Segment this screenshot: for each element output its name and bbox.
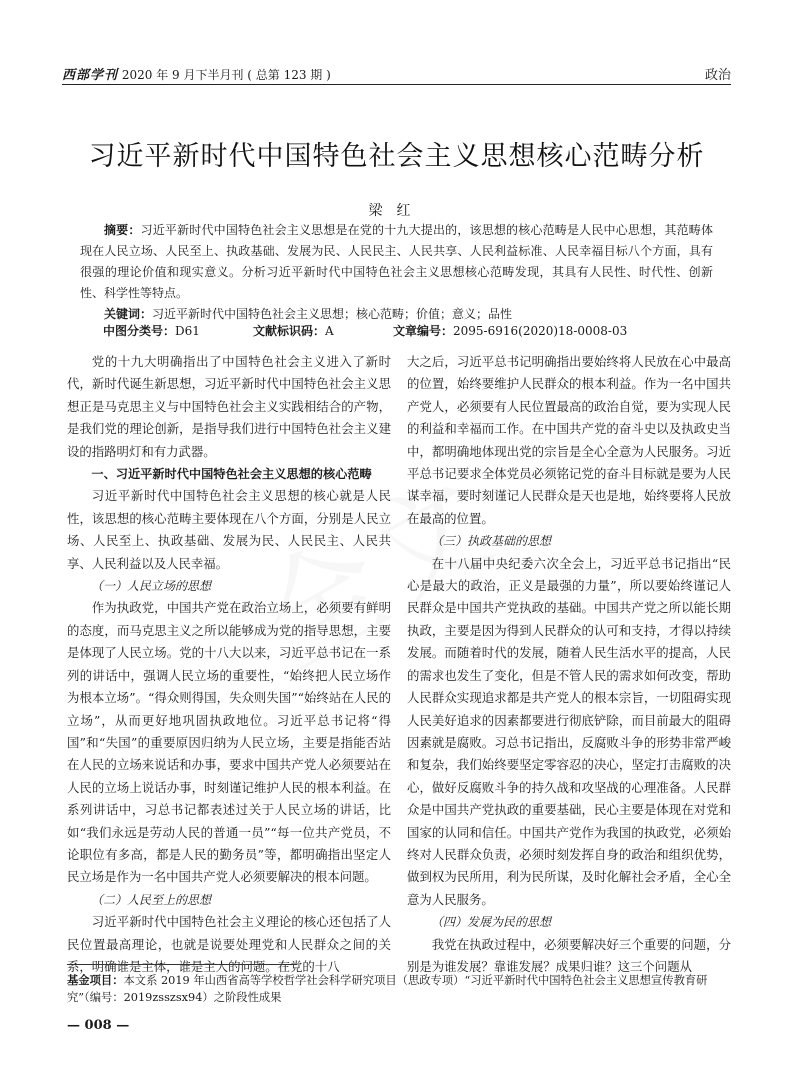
issue-info: 2020 年 9 月下半月刊 ( 总第 123 期 ) <box>121 68 331 82</box>
section-heading: 一、习近平新时代中国特色社会主义思想的核心范畴 <box>91 467 372 482</box>
running-header <box>62 60 731 85</box>
subsection-heading: （四）发展为民的思想 <box>431 915 552 930</box>
abstract-label: 摘要： <box>104 223 141 237</box>
abstract-paragraph <box>80 220 713 304</box>
right-column <box>407 351 731 978</box>
paragraph: 大之后，习近平总书记明确指出要始终将人民放在心中最高的位置，始终要维护人民群众的根本利益。作为一名中国共产党人，必须要有人民位置最高的政治自觉，要为实现人民的利益和幸福而工作。在中国共产党的奋斗史以及执政史当中，都明确地体现出党的宗旨是全心全意为人民服务。习近平总书记要求全体党员必须铭记党的奋斗目标就是要为人民谋幸福，要时刻谨记人民群众是天也是地，始终要将人民放在最高的位置。 <box>407 354 731 526</box>
journal-logo: 西部学刊 <box>62 68 119 83</box>
paragraph: 在十八届中央纪委六次全会上，习近平总书记指出“民心是最大的政治，正义是最强的力量”，所以要始终谨记人民群众是中国共产党执政的基础。中国共产党之所以能长期执政，主要是因为得到人民群众的认可和支持，才得以持续发展。而随着时代的发展，随着人民生活水平的提高，人民的需求也发生了变化，但是不管人民的需求如何改变，帮助人民群众实现追求都是共产党人的根本宗旨，一切阻碍实现人民美好追求的因素都要进行彻底铲除，而目前最大的阻碍因素就是腐败。习总书记指出，反腐败斗争的形势非常严峻和复杂，我们始终要坚定零容忍的决心，坚定打击腐败的决心，做好反腐败斗争的持久战和攻坚战的心理准备。人民群众是中国共产党执政的重要基础，民心主要是体现在对党和国家的认同和信任。中国共产党作为我国的执政党，必须始终对人民群众负责，必须时刻发挥自身的政治和组织优势，做到权为民所用，利为民所谋，及时化解社会矛盾，全心全意为人民服务。 <box>407 555 731 907</box>
article-no-label: 文章编号： <box>393 324 454 338</box>
footnote-text: 本文系 2019 年山西省高等学校哲学社会科学研究项目（思政专项）“习近平新时代中国特色社会主义思想宣传教育研究”（编号：2019zsszsx94）之阶段性成果 <box>67 974 708 1004</box>
article-no-value: 2095-6916(2020)18-0008-03 <box>453 324 628 338</box>
clc-value: D61 <box>175 324 200 338</box>
abstract-block <box>80 220 713 325</box>
paragraph: 习近平新时代中国特色社会主义理论的核心还包括了人民位置最高理论，也就是说要处理党和人民群众之间的关系，明确谁是主体，谁是主人的问题。在党的十八 <box>67 914 391 974</box>
clc-label: 中图分类号： <box>103 324 176 338</box>
keywords-label: 关键词： <box>104 307 153 321</box>
funding-footnote <box>67 972 728 1006</box>
header-left <box>62 64 331 83</box>
clc-group <box>103 322 253 339</box>
page-number: — 008 — <box>67 1018 130 1033</box>
article-title: 习近平新时代中国特色社会主义思想核心范畴分析 <box>88 141 705 172</box>
doc-code-value: A <box>325 324 334 338</box>
subsection-heading: （二）人民至上的思想 <box>91 892 212 907</box>
footnote-divider <box>67 964 297 965</box>
keywords-text: 习近平新时代中国特色社会主义思想；核心范畴；价值；意义；品性 <box>152 307 513 321</box>
doc-code-label: 文献标识码： <box>253 324 326 338</box>
author-name: 梁红 <box>368 203 425 219</box>
section-label: 政治 <box>704 68 731 83</box>
subsection-heading: （三）执政基础的思想 <box>431 534 552 549</box>
classification-row <box>103 322 627 339</box>
paragraph: 习近平新时代中国特色社会主义思想的核心就是人民性，该思想的核心范畴主要体现在八个方面，分别是人民立场、人民至上、执政基础、发展为民、人民民主、人民共享、人民利益以及人民幸福。 <box>67 488 391 571</box>
left-column <box>67 351 391 978</box>
doc-code-group <box>253 322 393 339</box>
article-no-group <box>393 322 627 339</box>
paragraph: 作为执政党，中国共产党在政治立场上，必须要有鲜明的态度，而马克思主义之所以能够成为党的指导思想，主要是体现了人民立场。党的十八大以来，习近平总书记在一系列的讲话中，强调人民立场的重要性，“始终把人民立场作为根本立场”。“得众则得国，失众则失国”“始终站在人民的立场”，从而更好地巩固执政地位。习近平总书记将“得国”和“失国”的重要原因归纳为人民立场，主要是指能否站在人民的立场来说话和办事，要求中国共产党人必须要站在人民的立场上说话办事，时刻谨记维护人民的根本利益。在系列讲话中，习总书记都表述过关于人民立场的讲话，比如“我们永远是劳动人民的普通一员”“每一位共产党员，不论职位有多高，都是人民的勤务员”等，都明确指出坚定人民立场是作为一名中国共产党人必须要解决的根本问题。 <box>67 600 391 885</box>
abstract-text: 习近平新时代中国特色社会主义思想是在党的十九大提出的，该思想的核心范畴是人民中心思想，其范畴体现在人民立场、人民至上、执政基础、发展为民、人民民主、人民共享、人民利益标准、人民幸福目标八个方面，具有很强的理论价值和现实意义。分析习近平新时代中国特色社会主义思想核心范畴发现，其具有人民性、时代性、创新性、科学性等特点。 <box>80 223 713 300</box>
subsection-heading: （一）人民立场的思想 <box>91 579 212 594</box>
paragraph: 我党在执政过程中，必须要解决好三个重要的问题，分别是为谁发展？靠谁发展？成果归谁？这三个问题从 <box>407 936 731 974</box>
paragraph: 党的十九大明确指出了中国特色社会主义进入了新时代，新时代诞生新思想，习近平新时代中国特色社会主义思想正是马克思主义与中国特色社会主义实践相结合的产物，是我们党的理论创新，是指导我们进行中国特色社会主义建设的指路明灯和有力武器。 <box>67 354 391 459</box>
footnote-label: 基金项目： <box>67 974 124 987</box>
